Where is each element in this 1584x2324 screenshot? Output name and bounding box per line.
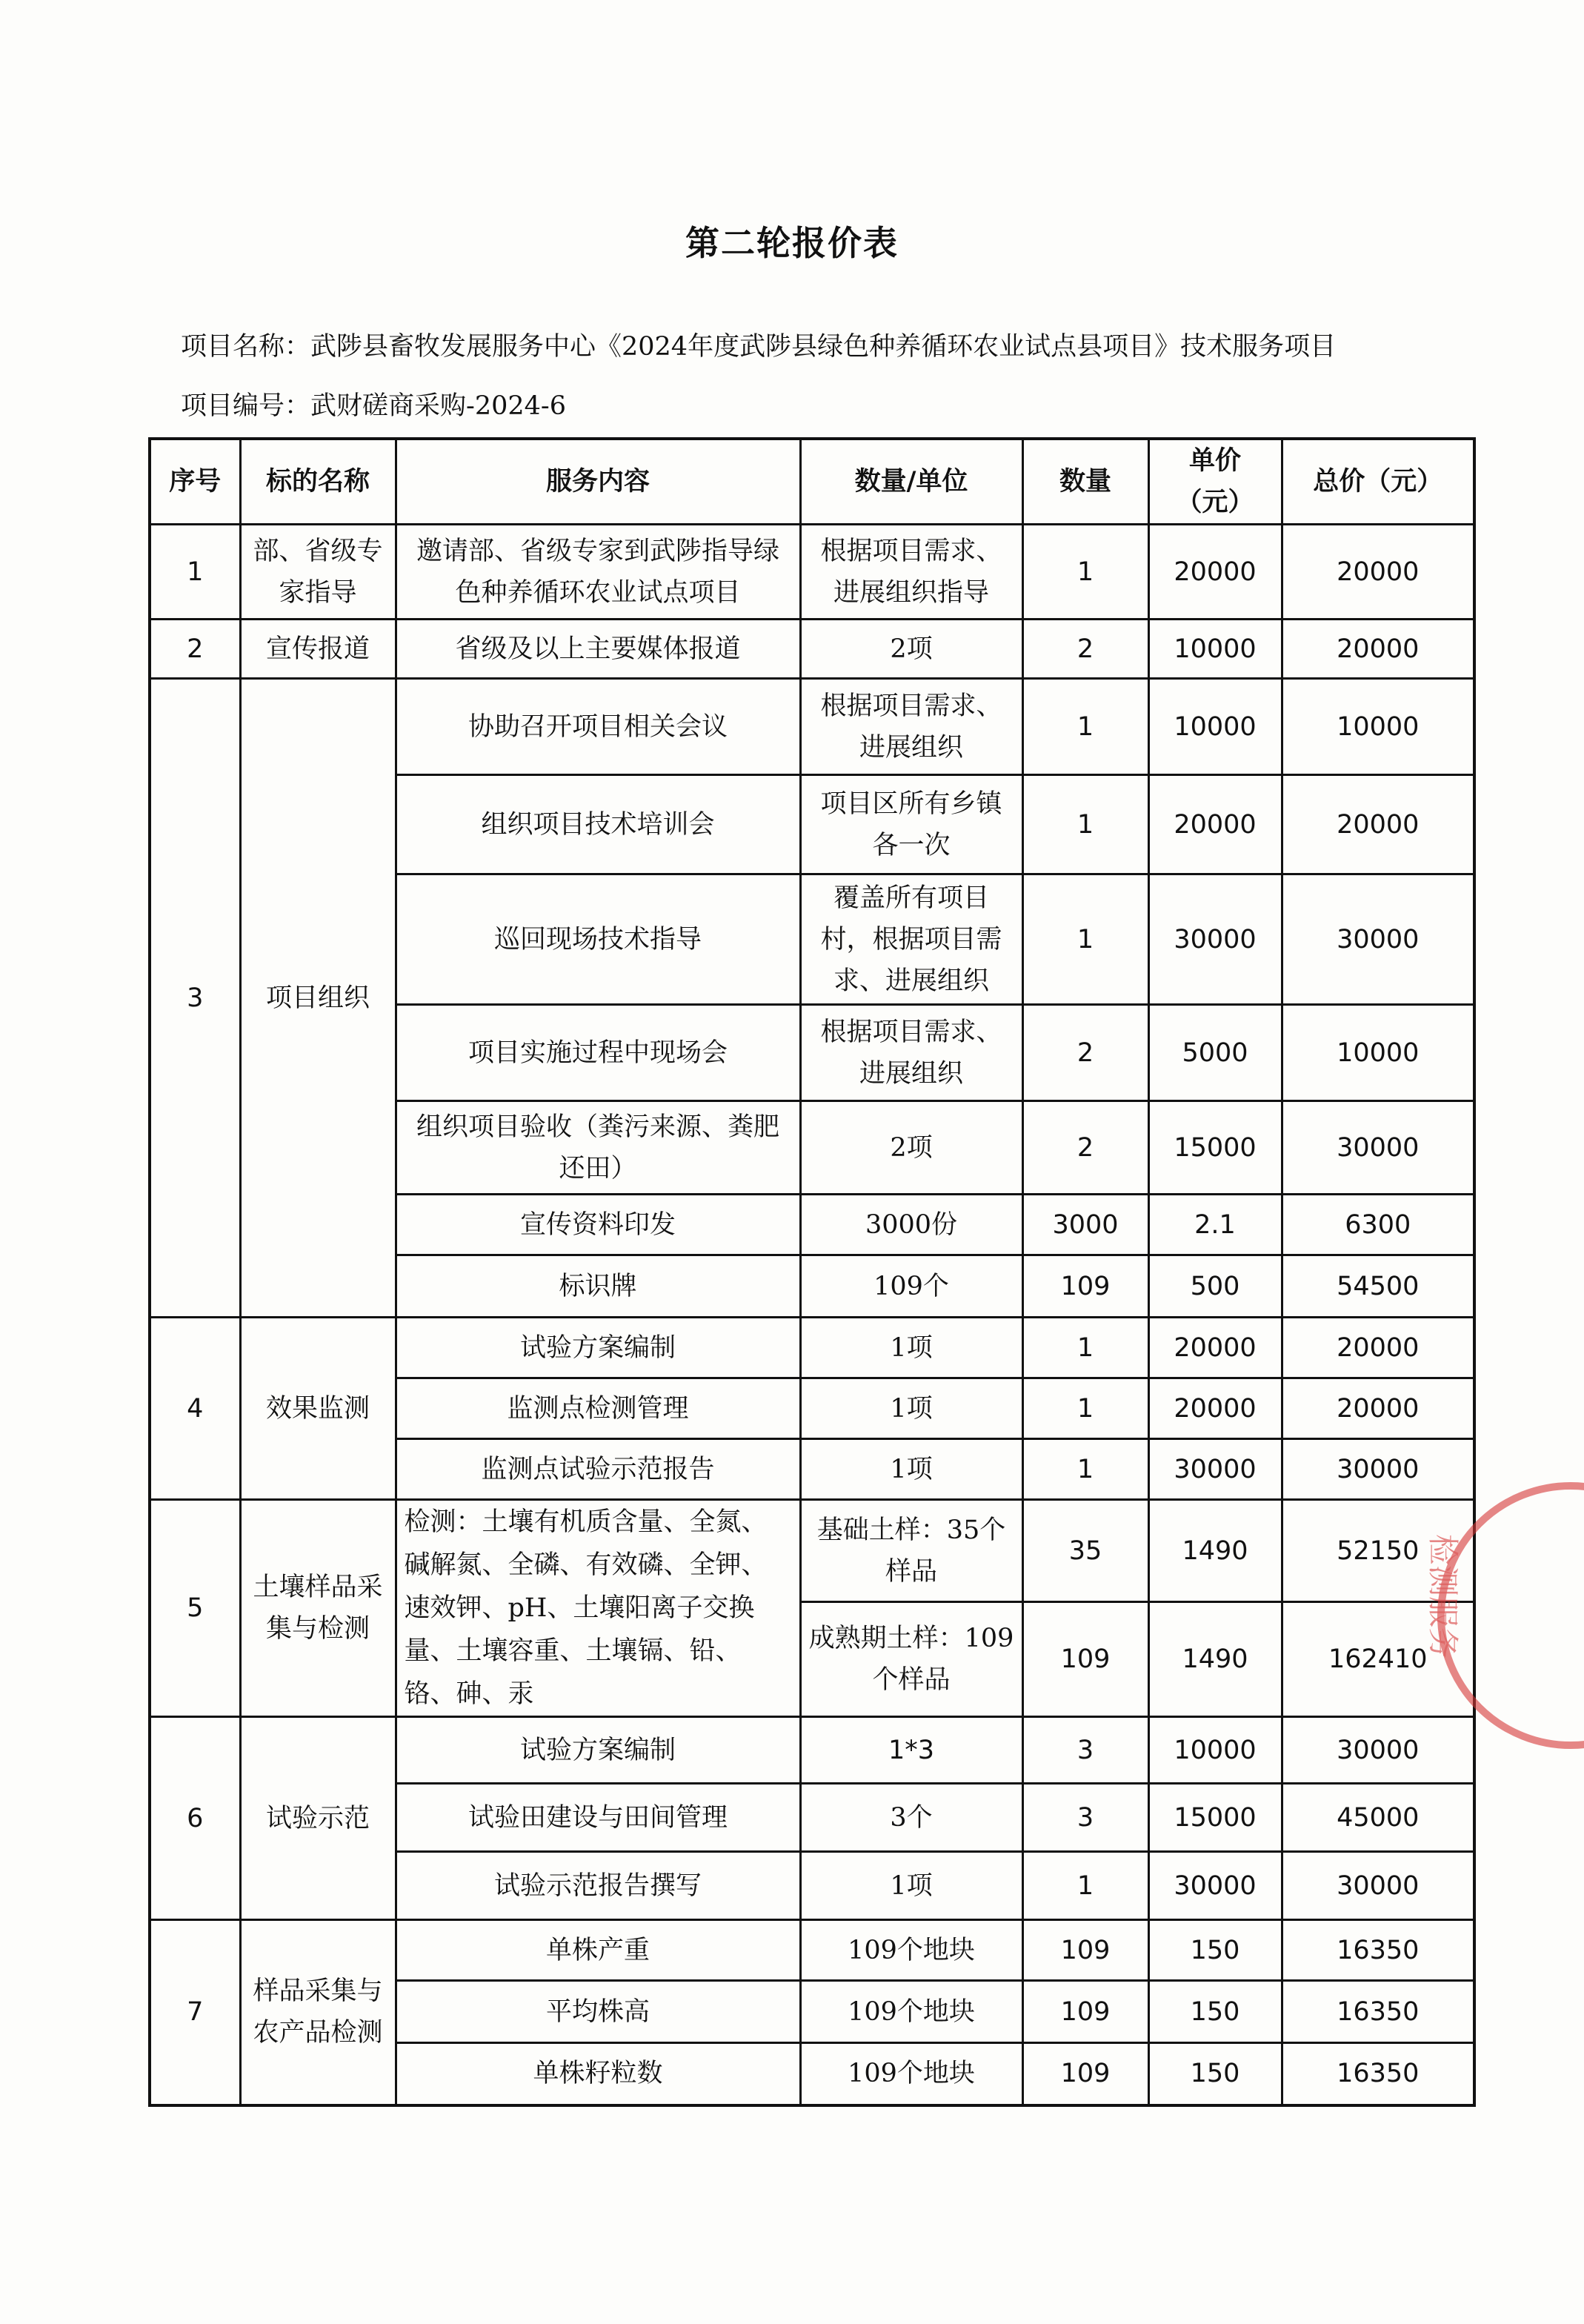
qty-cell: 3 [1022,1717,1148,1784]
page-title: 第二轮报价表 [685,223,899,263]
qty-cell: 109 [1022,1602,1148,1717]
unit-price-cell: 10000 [1148,679,1282,775]
qty-unit-cell: 项目区所有乡镇各一次 [800,775,1022,874]
qty-cell: 109 [1022,1920,1148,1981]
total-cell: 16350 [1282,1981,1474,2043]
qty-cell: 109 [1022,2043,1148,2105]
unit-price-cell: 20000 [1148,775,1282,874]
unit-price-cell: 15000 [1148,1784,1282,1852]
content-cell: 试验方案编制 [396,1717,800,1784]
table-row [150,1717,1474,1784]
qty-unit-cell: 成熟期土样：109个样品 [800,1602,1022,1717]
total-cell: 20000 [1282,620,1474,679]
qty-unit-cell: 覆盖所有项目村，根据项目需求、进展组织 [800,874,1022,1005]
content-cell: 巡回现场技术指导 [396,874,800,1005]
qty-unit-cell: 109个地块 [800,2043,1022,2105]
item-cell: 项目组织 [240,679,396,1318]
content-cell: 协助召开项目相关会议 [396,679,800,775]
content-cell: 单株籽粒数 [396,2043,800,2105]
total-cell: 52150 [1282,1500,1474,1602]
total-cell: 20000 [1282,775,1474,874]
header-seq: 序号 [150,439,240,525]
unit-price-cell: 10000 [1148,1717,1282,1784]
unit-price-cell: 30000 [1148,874,1282,1005]
qty-unit-cell: 1项 [800,1439,1022,1500]
header-item: 标的名称 [240,439,396,525]
seq-cell: 4 [150,1318,240,1500]
unit-price-cell: 150 [1148,2043,1282,2105]
qty-unit-cell: 1*3 [800,1717,1022,1784]
unit-price-cell: 500 [1148,1255,1282,1318]
item-cell: 宣传报道 [240,620,396,679]
qty-unit-cell: 2项 [800,1101,1022,1195]
table-row [150,1500,1474,1602]
seq-cell: 2 [150,620,240,679]
content-cell: 试验示范报告撰写 [396,1852,800,1920]
total-cell: 30000 [1282,1717,1474,1784]
unit-price-cell: 2.1 [1148,1195,1282,1255]
table-row [150,525,1474,620]
total-cell: 20000 [1282,525,1474,620]
content-cell: 项目实施过程中现场会 [396,1005,800,1101]
total-cell: 30000 [1282,1439,1474,1500]
qty-unit-cell: 基础土样：35个样品 [800,1500,1022,1602]
content-cell: 单株产重 [396,1920,800,1981]
content-cell: 组织项目验收（粪污来源、粪肥还田） [396,1101,800,1195]
qty-cell: 1 [1022,1378,1148,1439]
unit-price-cell: 10000 [1148,620,1282,679]
content-cell: 监测点试验示范报告 [396,1439,800,1500]
total-cell: 30000 [1282,874,1474,1005]
item-cell: 样品采集与农产品检测 [240,1920,396,2105]
qty-unit-cell: 根据项目需求、进展组织指导 [800,525,1022,620]
qty-cell: 1 [1022,1439,1148,1500]
total-cell: 54500 [1282,1255,1474,1318]
qty-cell: 2 [1022,1101,1148,1195]
content-cell: 平均株高 [396,1981,800,2043]
unit-price-cell: 30000 [1148,1439,1282,1500]
qty-unit-cell: 2项 [800,620,1022,679]
unit-price-cell: 1490 [1148,1602,1282,1717]
unit-price-cell: 15000 [1148,1101,1282,1195]
seq-cell: 7 [150,1920,240,2105]
qty-unit-cell: 根据项目需求、进展组织 [800,679,1022,775]
item-cell: 土壤样品采集与检测 [240,1500,396,1717]
seq-cell: 1 [150,525,240,620]
seq-cell: 3 [150,679,240,1318]
header-unit-price: 单价（元） [1148,439,1282,525]
content-cell: 省级及以上主要媒体报道 [396,620,800,679]
header-qty-unit: 数量/单位 [800,439,1022,525]
seq-cell: 5 [150,1500,240,1717]
qty-cell: 3000 [1022,1195,1148,1255]
qty-unit-cell: 109个地块 [800,1920,1022,1981]
unit-price-cell: 20000 [1148,525,1282,620]
total-cell: 20000 [1282,1318,1474,1378]
quote-table [148,437,1476,2107]
project-code: 项目编号：武财磋商采购-2024-6 [181,391,566,421]
total-cell: 16350 [1282,2043,1474,2105]
qty-cell: 1 [1022,775,1148,874]
unit-price-cell: 20000 [1148,1318,1282,1378]
content-cell: 邀请部、省级专家到武陟指导绿色种养循环农业试点项目 [396,525,800,620]
item-cell: 部、省级专家指导 [240,525,396,620]
table-row [150,1318,1474,1378]
qty-cell: 1 [1022,1318,1148,1378]
qty-cell: 1 [1022,1852,1148,1920]
content-cell: 宣传资料印发 [396,1195,800,1255]
qty-cell: 3 [1022,1784,1148,1852]
content-cell: 监测点检测管理 [396,1378,800,1439]
total-cell: 20000 [1282,1378,1474,1439]
item-cell: 效果监测 [240,1318,396,1500]
table-row [150,1920,1474,1981]
project-name: 项目名称：武陟县畜牧发展服务中心《2024年度武陟县绿色种养循环农业试点县项目》技术服务项目 [181,332,1337,362]
qty-cell: 109 [1022,1981,1148,2043]
total-cell: 162410 [1282,1602,1474,1717]
unit-price-cell: 1490 [1148,1500,1282,1602]
table-row [150,620,1474,679]
qty-unit-cell: 1项 [800,1378,1022,1439]
header-qty: 数量 [1022,439,1148,525]
qty-unit-cell: 109个 [800,1255,1022,1318]
total-cell: 16350 [1282,1920,1474,1981]
total-cell: 30000 [1282,1101,1474,1195]
qty-cell: 35 [1022,1500,1148,1602]
qty-cell: 1 [1022,679,1148,775]
qty-cell: 1 [1022,525,1148,620]
unit-price-cell: 30000 [1148,1852,1282,1920]
content-cell: 组织项目技术培训会 [396,775,800,874]
seal-text: 检测服务 [1425,1534,1461,1659]
header-total: 总价（元） [1282,439,1474,525]
table-row [150,679,1474,775]
total-cell: 30000 [1282,1852,1474,1920]
total-cell: 45000 [1282,1784,1474,1852]
qty-unit-cell: 1项 [800,1852,1022,1920]
unit-price-cell: 150 [1148,1981,1282,2043]
qty-cell: 109 [1022,1255,1148,1318]
total-cell: 6300 [1282,1195,1474,1255]
content-cell: 标识牌 [396,1255,800,1318]
unit-price-cell: 150 [1148,1920,1282,1981]
seq-cell: 6 [150,1717,240,1920]
content-cell: 检测：土壤有机质含量、全氮、碱解氮、全磷、有效磷、全钾、速效钾、pH、土壤阳离子交换量、土壤容重、土壤镉、铅、铬、砷、汞 [396,1500,800,1717]
qty-cell: 2 [1022,620,1148,679]
header-row [150,439,1474,525]
content-cell: 试验方案编制 [396,1318,800,1378]
total-cell: 10000 [1282,1005,1474,1101]
item-cell: 试验示范 [240,1717,396,1920]
qty-unit-cell: 109个地块 [800,1981,1022,2043]
header-content: 服务内容 [396,439,800,525]
total-cell: 10000 [1282,679,1474,775]
qty-unit-cell: 3个 [800,1784,1022,1852]
unit-price-cell: 20000 [1148,1378,1282,1439]
unit-price-cell: 5000 [1148,1005,1282,1101]
qty-cell: 2 [1022,1005,1148,1101]
qty-unit-cell: 3000份 [800,1195,1022,1255]
qty-unit-cell: 根据项目需求、进展组织 [800,1005,1022,1101]
qty-cell: 1 [1022,874,1148,1005]
content-cell: 试验田建设与田间管理 [396,1784,800,1852]
qty-unit-cell: 1项 [800,1318,1022,1378]
